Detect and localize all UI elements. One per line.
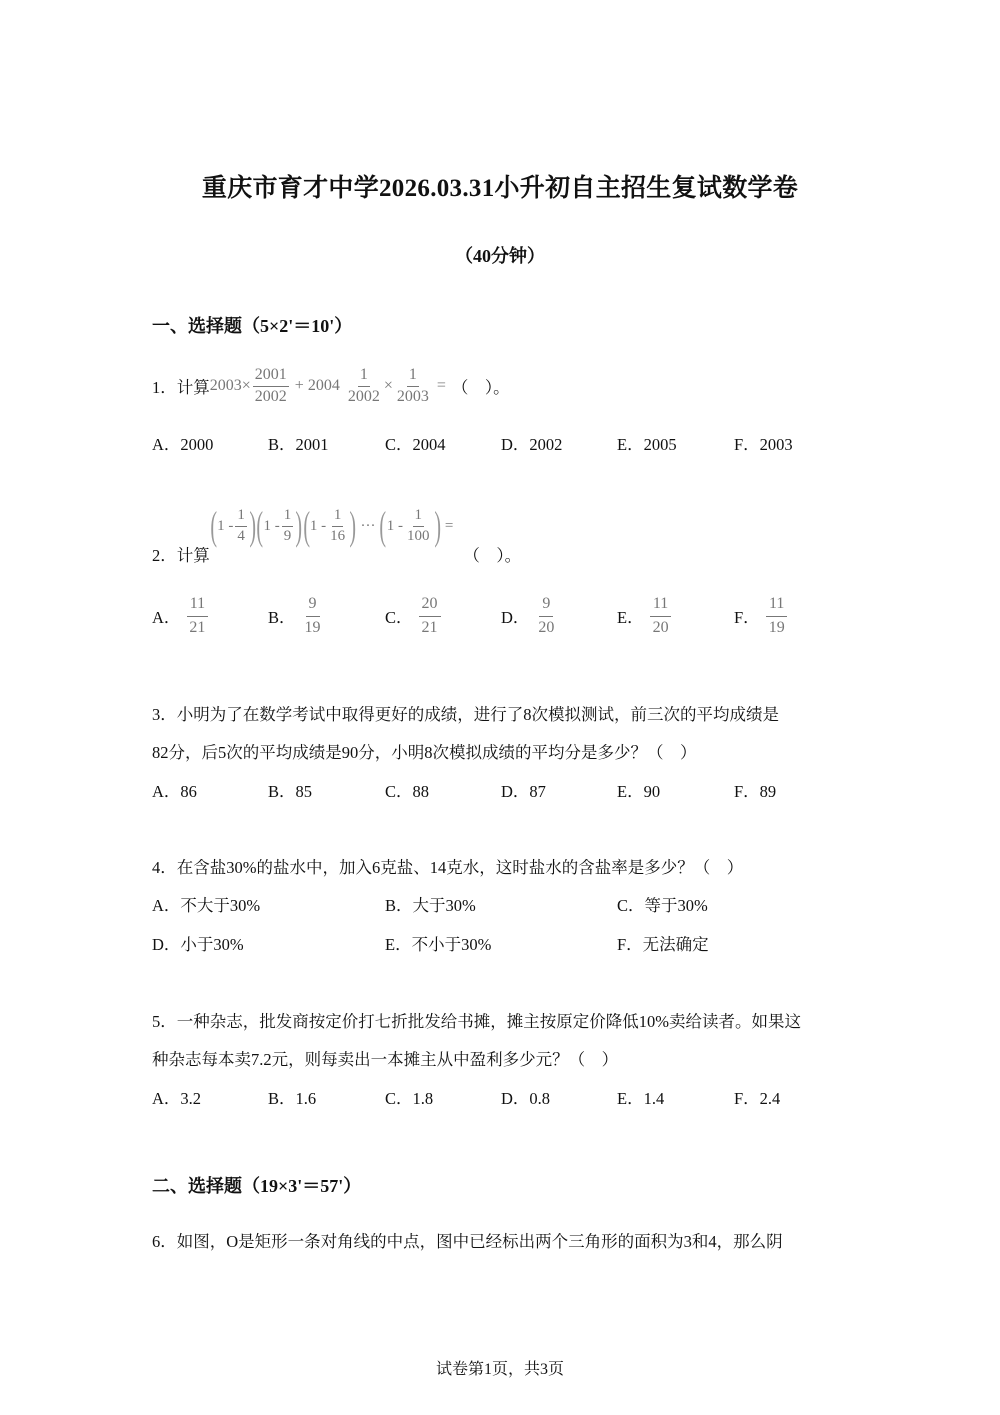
question-1-expression xyxy=(210,367,446,406)
question-5-line-2: 种杂志每本卖7.2元，则每卖出一本摊主从中盈利多少元？（ ） xyxy=(152,1050,619,1069)
question-3-line-2: 82分，后5次的平均成绩是90分，小明8次模拟成绩的平均分是多少？（ ） xyxy=(152,743,697,762)
q1-option-b[interactable]: B．2001 xyxy=(268,435,329,454)
q5-option-f[interactable]: F．2.4 xyxy=(734,1089,781,1108)
q1-option-f[interactable]: F．2003 xyxy=(734,435,793,454)
q4-option-f[interactable]: F．无法确定 xyxy=(617,935,709,954)
question-2 xyxy=(152,504,521,580)
question-3-line-1: 3．小明为了在数学考试中取得更好的成绩，进行了8次模拟测试，前三次的平均成绩是 xyxy=(152,705,779,724)
q2-term-4-fraction: $\frac{1}{100}$ xyxy=(407,506,430,544)
section-2-heading: 二、选择题（19×3'＝57'） xyxy=(152,1176,362,1196)
q1-times-1: × xyxy=(241,377,251,394)
question-6-line-1: 6．如图，O是矩形一条对角线的中点，图中已经标出两个三角形的面积为3和4，那么阴 xyxy=(152,1232,783,1251)
section-1-heading: 一、选择题（5×2'＝10'） xyxy=(152,316,353,336)
question-2-prefix: 2．计算 xyxy=(152,546,210,565)
exam-title: 重庆市育才中学2026.03.31小升初自主招生复试数学卷 xyxy=(201,175,799,202)
exam-duration: （40分钟） xyxy=(455,246,545,266)
q1-fraction-3: $\frac{1}{2003}$ xyxy=(396,365,429,405)
question-2-suffix: （ ）。 xyxy=(463,546,522,565)
q3-option-e[interactable]: E．90 xyxy=(617,782,661,801)
q5-option-c[interactable]: C．1.8 xyxy=(385,1089,434,1108)
q2-term-2-fraction: $\frac{1}{9}$ xyxy=(283,506,292,544)
q5-option-d[interactable]: D．0.8 xyxy=(501,1089,551,1108)
q2-ellipsis: ··· xyxy=(360,517,376,534)
question-1-suffix: （ ）。 xyxy=(451,378,510,397)
question-2-expression: ( 1 - $\frac{1}{4}$ ) ( 1 - $\frac{1}{9}$ ) ( 1 - $\frac{1}{16}$ ) ··· ( 1 - $\frac{1}{100}$ ) = xyxy=(210,503,454,548)
q2-term-3-fraction: $\frac{1}{16}$ xyxy=(330,506,346,544)
q4-option-c[interactable]: C．等于30% xyxy=(617,896,708,915)
q5-option-b[interactable]: B．1.6 xyxy=(268,1089,317,1108)
page-footer: 试卷第1页，共3页 xyxy=(435,1361,564,1378)
q3-option-f[interactable]: F．89 xyxy=(734,782,777,801)
question-1-prefix: 1．计算 xyxy=(152,378,210,397)
q2-option-a[interactable]: A． $\frac{11}{21}$ xyxy=(152,596,208,637)
q5-option-a[interactable]: A．3.2 xyxy=(152,1089,202,1108)
q1-option-e[interactable]: E．2005 xyxy=(617,435,677,454)
q1-plus: + xyxy=(294,377,304,394)
q3-option-c[interactable]: C．88 xyxy=(385,782,430,801)
q1-option-c[interactable]: C．2004 xyxy=(385,435,446,454)
question-1 xyxy=(152,362,510,410)
q1-equals: = xyxy=(436,377,446,394)
q2-equals: = xyxy=(444,517,454,534)
q2-option-e[interactable]: E． $\frac{11}{20}$ xyxy=(617,596,672,637)
question-5-line-1: 5．一种杂志，批发商按定价打七折批发给书摊，摊主按原定价降低10%卖给读者。如果这 xyxy=(152,1012,801,1031)
q1-times-2: × xyxy=(383,377,393,394)
q1-option-a[interactable]: A．2000 xyxy=(152,435,214,454)
q5-option-e[interactable]: E．1.4 xyxy=(617,1089,665,1108)
q2-term-1-fraction: $\frac{1}{4}$ xyxy=(237,506,245,544)
q4-option-a[interactable]: A．不大于30% xyxy=(152,896,261,915)
q2-option-d[interactable]: D． $\frac{9}{20}$ xyxy=(501,595,555,636)
q3-option-b[interactable]: B．85 xyxy=(268,782,313,801)
q1-term-2004: 2004 xyxy=(307,377,340,394)
q2-option-c[interactable]: C． $\frac{20}{21}$ xyxy=(385,596,441,637)
q4-option-d[interactable]: D．小于30% xyxy=(152,935,244,954)
q1-fraction-1: $\frac{2001}{2002}$ xyxy=(254,365,287,405)
q1-option-d[interactable]: D．2002 xyxy=(501,435,563,454)
q1-term-2003: 2003 xyxy=(209,377,242,394)
q4-option-e[interactable]: E．不小于30% xyxy=(385,935,492,954)
q4-option-b[interactable]: B．大于30% xyxy=(385,896,476,915)
q2-option-b[interactable]: B． $\frac{9}{19}$ xyxy=(268,595,321,636)
question-4-line-1: 4．在含盐30%的盐水中，加入6克盐、14克水，这时盐水的含盐率是多少？（ ） xyxy=(152,858,744,877)
q1-fraction-2: $\frac{1}{2002}$ xyxy=(347,365,380,405)
q3-option-d[interactable]: D．87 xyxy=(501,782,546,801)
q3-option-a[interactable]: A．86 xyxy=(152,782,197,801)
q2-option-f[interactable]: F． $\frac{11}{19}$ xyxy=(734,596,788,637)
